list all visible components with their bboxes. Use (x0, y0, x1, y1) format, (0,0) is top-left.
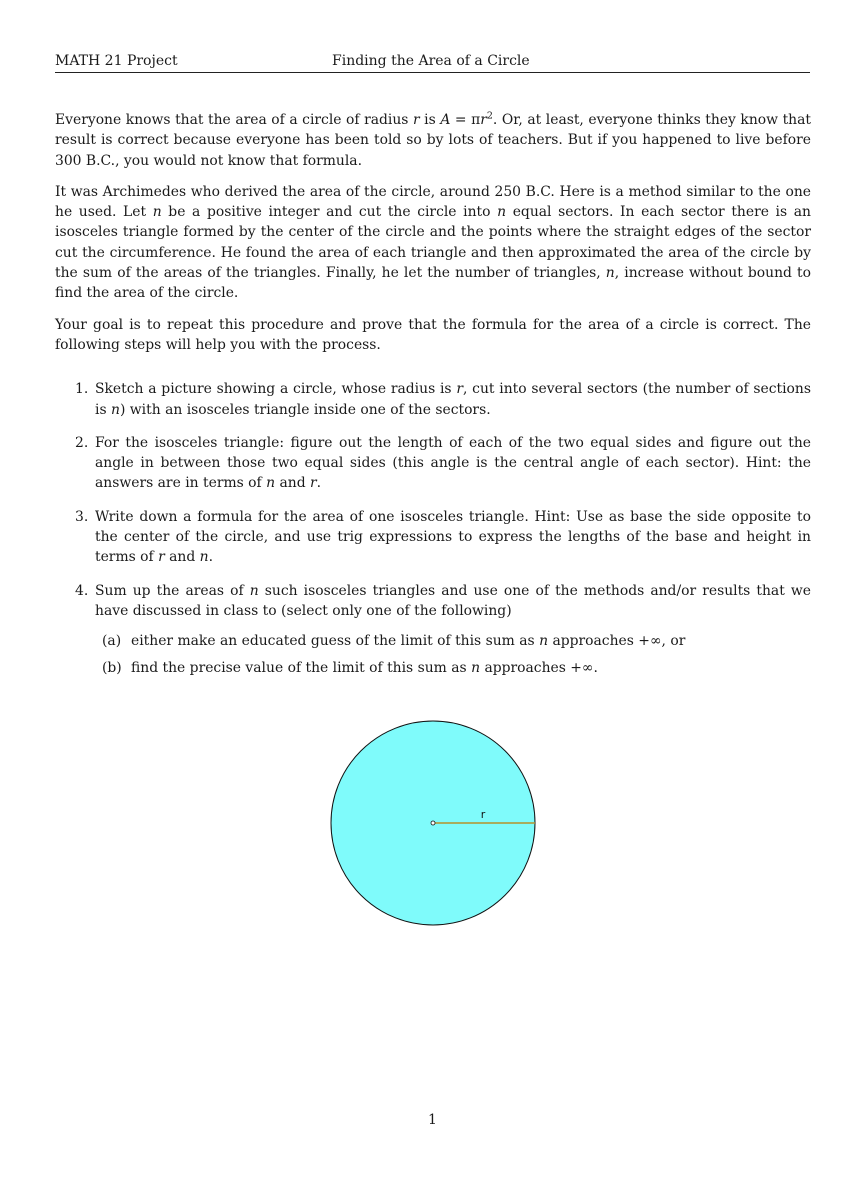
page-number: 1 (428, 1112, 437, 1128)
step-item: 1. Sketch a picture showing a circle, whose radius is r, cut into several sectors (the number of sections is n) with an isosceles triangle inside one of the sectors. (75, 381, 811, 418)
step-item: 4. Sum up the areas of n such isosceles triangles and use one of the methods and/or results that we have discussed in class to (select only one of the following) (a) either make an educated guess of the limit of this sum as n approaches +∞, or (b) find the precise value of the limit of this sum as n approaches +∞. (55, 581, 811, 678)
page-header (55, 52, 810, 73)
step-item: 3. Write down a formula for the area of one isosceles triangle. Hint: Use as base the side opposite to the center of the circle, and use trig expressions to express the lengths of the base and height in terms of r and n. (75, 508, 811, 566)
radius-label: r (480, 808, 486, 821)
intro-paragraph-1: Everyone knows that the area of a circle of radius r is $A = \pi r^2$. Or, at least, everyone thinks they know that result is correct because everyone has been told so by lots of teachers. But if you happened to live before 300 B.C., you would not know that formula. (55, 110, 811, 169)
steps-list (55, 379, 811, 678)
substep-item: (a) either make an educated guess of the limit of this sum as n approaches +∞, or (95, 631, 811, 651)
substep-label: (a) (102, 633, 122, 650)
circle-figure (330, 719, 538, 927)
intro-paragraph-3: Your goal is to repeat this procedure and prove that the formula for the area of a circle is correct. The following steps will help you with the process. (55, 316, 811, 353)
step-number: 3. (75, 508, 89, 525)
document-title: Finding the Area of a Circle (332, 53, 530, 69)
course-name: MATH 21 Project (55, 53, 178, 69)
step-item: 2. For the isosceles triangle: figure out the length of each of the two equal sides and figure out the angle in between those two equal sides (this angle is the central angle of each sector). Hint: the answers are in terms of n and r. (75, 434, 811, 492)
substep-item: (b) find the precise value of the limit of this sum as n approaches +∞. (95, 658, 811, 678)
document-body (55, 110, 811, 691)
step-number: 4. (75, 582, 89, 599)
center-point (431, 821, 435, 825)
substep-label: (b) (102, 659, 122, 676)
intro-paragraph-2: It was Archimedes who derived the area of the circle, around 250 B.C. Here is a method similar to the one he used. Let n be a positive integer and cut the circle into n equal sectors. In each sector there is an isosceles triangle formed by the center of the circle and the points where the straight edges of the sector cut the circumference. He found the area of each triangle and then approximated the area of the circle by the sum of the areas of the triangles. Finally, he let the number of triangles, n, increase without bound to find the area of the circle. (55, 183, 811, 302)
step-number: 2. (75, 434, 89, 451)
step-number: 1. (75, 381, 89, 398)
substeps-list (95, 631, 811, 678)
